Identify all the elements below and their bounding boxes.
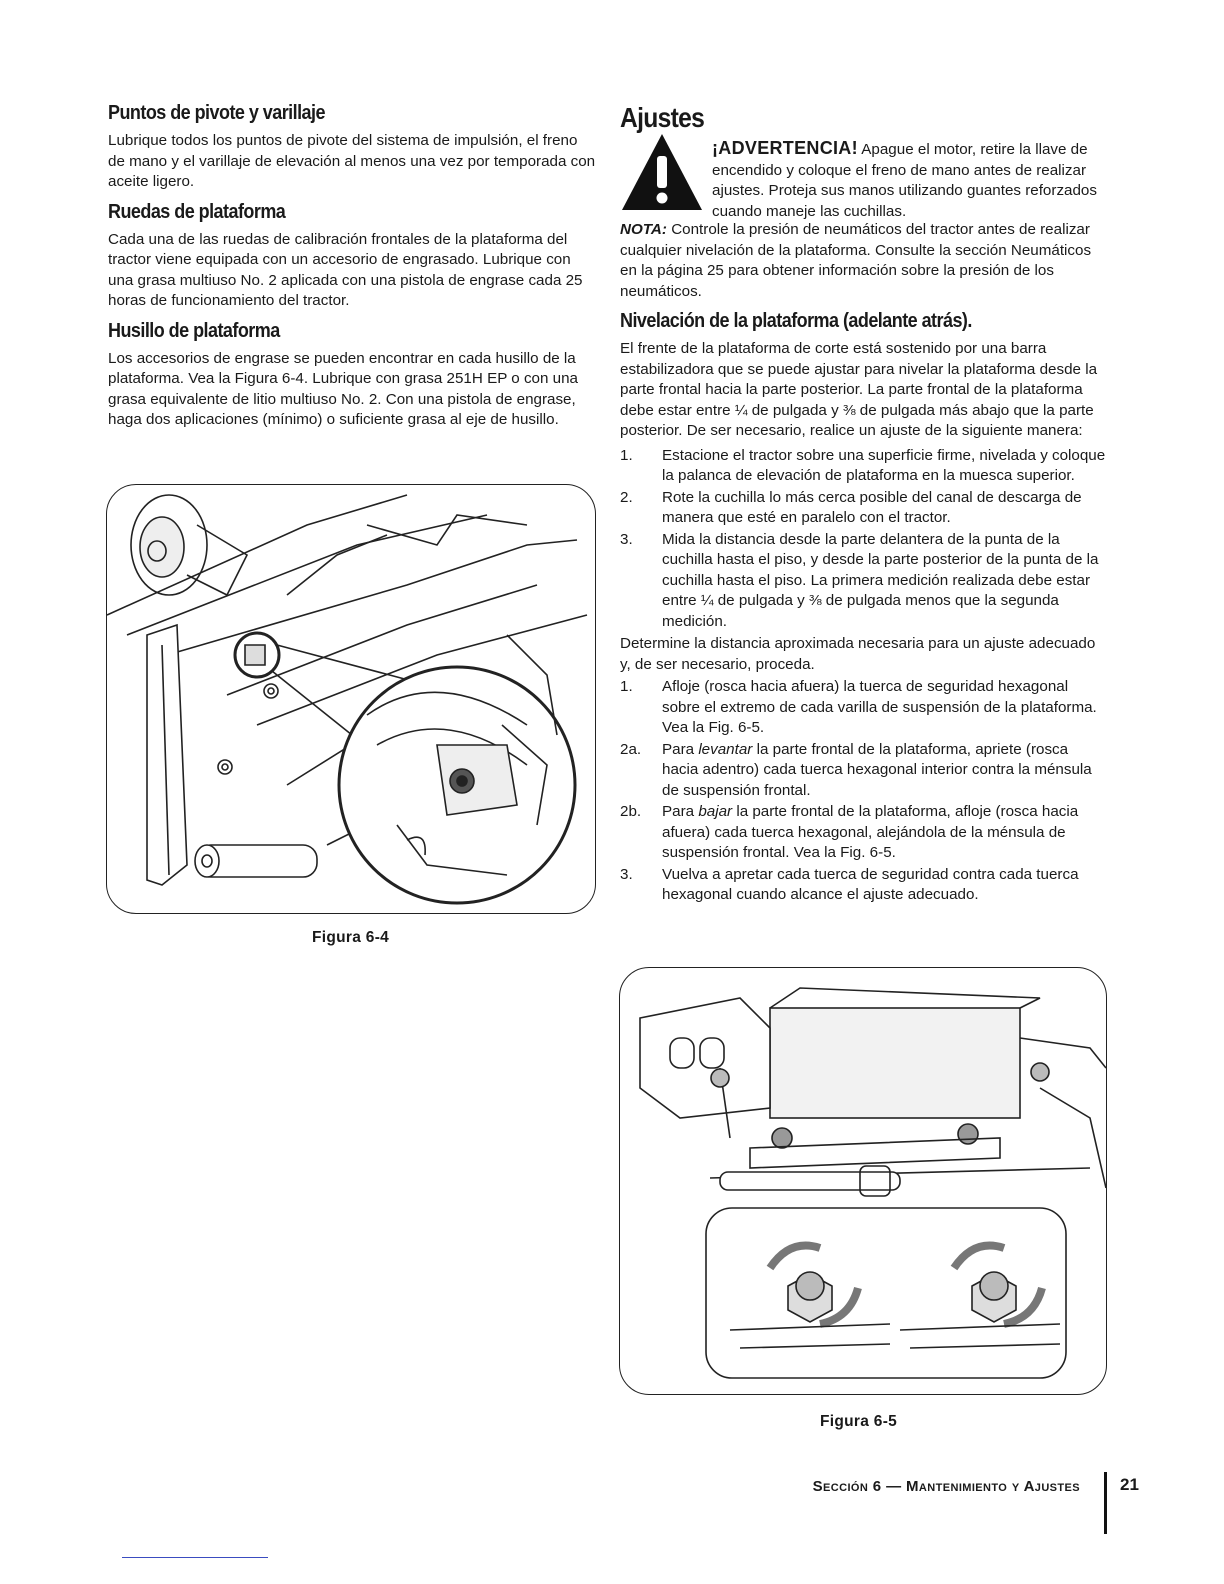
warning-title: ¡ADVERTENCIA! [712,138,858,158]
note-paragraph [620,220,1108,302]
measure-steps-list [620,446,1108,633]
note-label: NOTA: [620,221,667,238]
footer-divider [1104,1472,1107,1534]
figure-6-4-illustration [106,484,596,914]
figure-6-4-caption: Figura 6-4 [312,929,390,946]
heading-deck-spindle: Husillo de plataforma [108,319,280,342]
right-column [620,102,1108,908]
step-text: Mida la distancia desde la parte delantera de la punta de la cuchilla hasta el piso, y desde la parte posterior de la punta de la cuchilla hasta el piso. La primera medición realizada debe estar entre ¼ de pulgada y ⅜ de pulgada menos que la segunda medición. [662,530,1099,630]
step-emphasis: levantar [698,740,753,758]
heading-deck-wheels: Ruedas de plataforma [108,200,286,223]
step-number: 3. [620,865,633,883]
list-item [620,740,1108,802]
section-footer: Sección 6 — Mantenimiento y Ajustes [812,1478,1080,1495]
step-text: la parte frontal de la plataforma, apriete (rosca hacia adentro) cada tuerca hexagonal interior contra la ménsula de suspensión frontal. [662,740,1092,799]
deck-leveling-drawing [620,968,1106,1394]
bottom-rule [122,1557,268,1558]
step-text: Vuelva a apretar cada tuerca de seguridad contra cada tuerca hexagonal cuando alcance el ajuste adecuado. [662,865,1079,903]
note-text: Controle la presión de neumáticos del tractor antes de realizar cualquier nivelación de la plataforma. Consulte la sección Neumáticos en la página 25 para obtener información sobre la presión de los neumáticos. [620,221,1092,300]
deck-wheels-text: Cada una de las ruedas de calibración frontales de la plataforma del tractor viene equipada con un accesorio de engrasado. Lubrique con una grasa multiuso No. 2 aplicada con una pistola de engrase cada 25 horas de funcionamiento del tractor. [108,230,583,309]
step-text: Rote la cuchilla lo más cerca posible del canal de descarga de manera que esté en paralelo con el tractor. [662,488,1082,526]
step-emphasis: bajar [698,803,733,820]
step-number: 3. [620,530,633,548]
page-number: 21 [1120,1475,1139,1494]
list-item [620,802,1108,864]
list-item [620,865,1108,906]
deck-spindle-text: Los accesorios de engrase se pueden encontrar en cada husillo de la plataforma. Vea la Figura 6-4. Lubrique con grasa 251H EP o con una grasa equivalente de litio multiuso No. 2. Con una pistola de engrase, haga dos aplicaciones (mínimo) o suficiente grasa al eje de husillo. [108,349,578,428]
step-text: la parte frontal de la plataforma, afloje (rosca hacia afuera) cada tuerca hexagonal, alejándola de la ménsula de suspensión frontal. Vea la Fig. 6-5. [662,803,1079,861]
step-number: 1. [620,446,633,464]
figure-6-5-caption: Figura 6-5 [820,1413,898,1430]
warning-body: Apague el motor, retire la llave de encendido y coloque el freno de mano antes de realizar ajustes. Proteja sus manos utilizando guantes reforzados cuando maneje las cuchillas. [712,141,1097,220]
warning-triangle-icon [620,132,704,212]
determine-text: Determine la distancia aproximada necesaria para un ajuste adecuado y, de ser necesario, proceda. [620,635,1096,673]
adjust-steps-list [620,677,1108,906]
list-item [620,677,1108,739]
deck-spindle-drawing [107,485,595,913]
warning-block [620,98,1108,220]
step-number: 2a. [620,740,642,758]
step-text: Estacione el tractor sobre una superficie firme, nivelada y coloque la palanca de elevación de plataforma en la muesca superior. [662,446,1106,484]
figure-6-5-illustration [619,967,1107,1395]
step-text: Afloje (rosca hacia afuera) la tuerca de seguridad hexagonal sobre el extremo de cada varilla de suspensión de la plataforma. Vea la Fig. 6-5. [662,678,1097,736]
list-item [620,530,1108,633]
step-number: 2b. [620,803,642,820]
step-text: Para [662,803,699,820]
left-column [108,102,598,439]
heading-pivot-points: Puntos de pivote y varillaje [108,102,325,124]
list-item [620,488,1108,529]
step-number: 1. [620,678,633,695]
list-item [620,446,1108,487]
step-text: Para [662,740,699,758]
deck-leveling-intro: El frente de la plataforma de corte está sostenido por una barra estabilizadora que se puede ajustar para nivelar la plataforma desde la parte frontal hacia la parte posterior. La parte frontal de la plataforma debe estar entre ¼ de pulgada y ⅜ de pulgada más abajo que la parte posterior. De ser necesario, realice un ajuste de la siguiente manera: [620,340,1098,439]
warning-text [712,138,1108,222]
heading-deck-leveling: Nivelación de la plataforma (adelante atrás). [620,310,972,332]
step-number: 2. [620,488,633,506]
pivot-points-text: Lubrique todos los puntos de pivote del sistema de impulsión, el freno de mano y el varillaje de elevación al menos una vez por temporada con aceite ligero. [108,132,596,190]
heading-adjustments: Ajustes [620,102,705,133]
